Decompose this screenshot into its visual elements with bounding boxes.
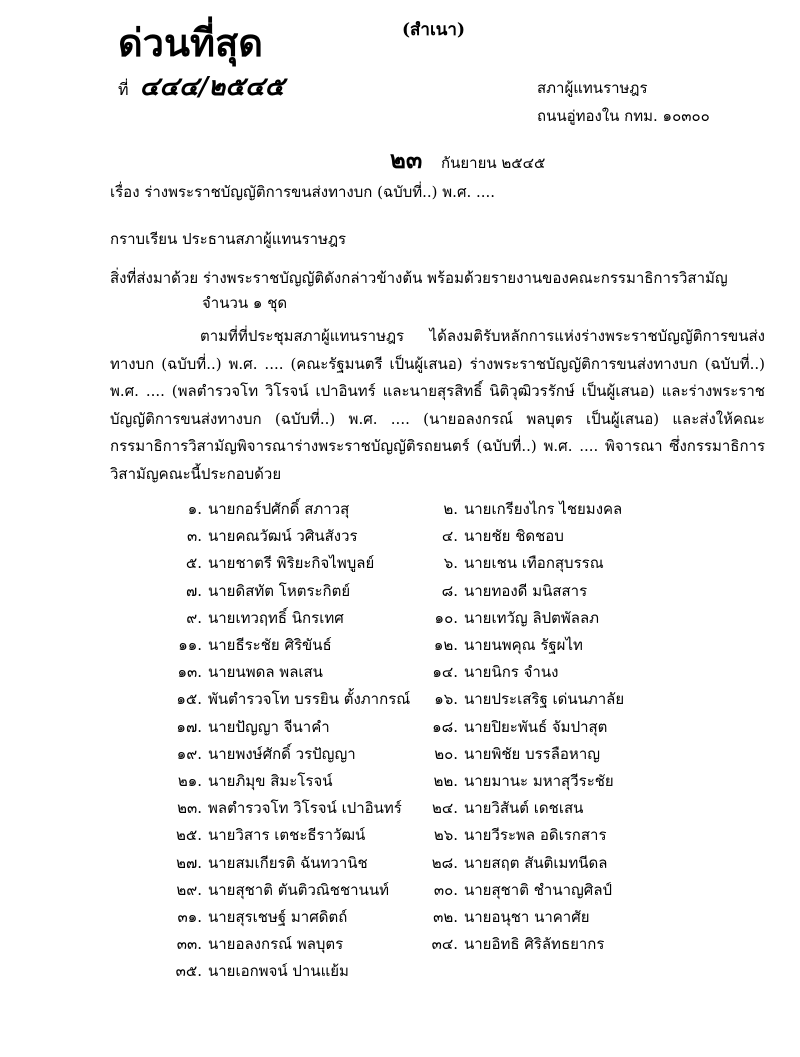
committee-member (414, 932, 604, 956)
member-name: นายภิมุข สิมะโรจน์ (208, 772, 333, 790)
member-number: ๓. (186, 527, 202, 546)
member-number: ๒๙. (176, 880, 202, 899)
member-number: ๑๓. (177, 663, 202, 682)
member-name: นายสุรเชษฐ์ มาศดิตถ์ (208, 908, 348, 926)
committee-member (414, 823, 607, 847)
enclosure-quantity: จำนวน ๑ ชุด (202, 294, 288, 312)
committee-member (158, 524, 358, 548)
committee-member (414, 633, 583, 657)
member-name: นายปัญญา จีนาคำ (208, 717, 330, 736)
member-number: ๑. (187, 500, 202, 518)
committee-member (414, 606, 599, 630)
member-name: นายพงษ์ศักดิ์ วรปัญญา (208, 744, 356, 763)
member-number: ๒๑. (177, 772, 202, 790)
member-name: นายนพคุณ รัฐผไท (464, 636, 583, 654)
member-name: นายสฤต สันติเมทนีดล (464, 853, 608, 872)
committee-member (414, 742, 600, 766)
committee-member (158, 579, 350, 603)
committee-member (414, 715, 607, 739)
member-name: นายอิทธิ ศิริลัทธยากร (464, 935, 605, 954)
member-number: ๓๔. (431, 935, 458, 954)
member-name: นายพิชัย บรรลือหาญ (464, 744, 601, 763)
committee-member (414, 878, 612, 902)
member-name: นายเทวัญ ลิปตพัลลภ (464, 608, 600, 627)
member-number: ๕. (185, 554, 202, 573)
member-name: นายเอกพจน์ ปานแย้ม (208, 962, 349, 981)
committee-member (158, 551, 374, 575)
sender-address: ถนนอู่ทองใน กทม. ๑๐๓๐๐ (537, 107, 710, 125)
member-number: ๒๒. (433, 772, 458, 790)
member-number: ๓๐. (433, 880, 458, 899)
enclosure-line: สิ่งที่ส่งมาด้วย ร่างพระราชบัญญัติดังกล่าวข้างต้น พร้อมด้วยรายงานของคณะกรรมาธิการวิสามัญ (110, 269, 728, 287)
member-name: นายกอร์ปศักดิ์ สภาวสุ (208, 500, 350, 518)
member-name: นายวีระพล อดิเรกสาร (464, 826, 607, 845)
member-number: ๔. (441, 527, 458, 546)
member-name: นายคณวัฒน์ วศินสังวร (208, 527, 358, 546)
subject-line: เรื่อง ร่างพระราชบัญญัติการขนส่งทางบก (ฉบับที่..) พ.ศ. .... (110, 183, 496, 201)
member-number: ๒๓. (177, 799, 202, 818)
member-name: นายเชน เทือกสุบรรณ (464, 554, 604, 573)
committee-member (158, 796, 402, 820)
member-name: นายเทวฤทธิ์ นิกรเทศ (208, 608, 344, 627)
member-name: นายอลงกรณ์ พลบุตร (208, 935, 344, 954)
member-number: ๓๓. (176, 935, 202, 954)
committee-member (158, 905, 347, 929)
member-name: นายธีระชัย ศิริขันธ์ (208, 636, 332, 654)
committee-member (158, 878, 389, 902)
copy-mark: (สำเนา) (402, 20, 465, 40)
document-number-prefix: ที่ (118, 80, 129, 99)
member-name: นายสมเกียรติ ฉันทวานิช (208, 853, 368, 872)
committee-member (414, 579, 587, 603)
member-number: ๑๖. (434, 690, 458, 709)
member-number: ๑๘. (432, 717, 458, 736)
committee-member (158, 633, 332, 657)
committee-member (158, 497, 349, 521)
member-name: นายวิสันต์ เดชเสน (464, 799, 584, 818)
committee-member (414, 796, 583, 820)
member-name: พันตำรวจโท บรรยิน ตั้งภากรณ์ (208, 690, 411, 709)
member-name: นายสุชาติ ชำนาญศิลป์ (464, 880, 613, 899)
member-name: นายวิสาร เตชะธีราวัฒน์ (208, 826, 366, 845)
committee-member (158, 742, 356, 766)
committee-member (158, 851, 368, 875)
committee-member (414, 851, 607, 875)
member-name: นายนิกร จำนง (464, 663, 559, 682)
member-number: ๒๘. (431, 853, 458, 872)
member-number: ๖. (443, 554, 458, 573)
committee-member (414, 769, 614, 793)
member-name: นายสุชาติ ตันติวณิชชานนท์ (208, 880, 389, 899)
member-name: นายนพดล พลเสน (208, 663, 323, 682)
member-number: ๒๐. (434, 744, 458, 763)
member-name: นายปิยะพันธ์ จัมปาสุต (464, 717, 608, 736)
member-name: นายประเสริฐ เด่นนภาลัย (464, 690, 625, 709)
document-date (390, 140, 545, 179)
member-name: นายชัย ชิดชอบ (464, 527, 564, 546)
member-number: ๑๔. (432, 663, 458, 682)
member-number: ๑๙. (176, 744, 202, 763)
member-name: นายทองดี มนิสสาร (464, 581, 588, 600)
committee-member (158, 959, 349, 983)
member-number: ๑๑. (178, 636, 202, 654)
committee-member (158, 687, 410, 711)
member-number: ๒๗. (176, 853, 202, 872)
committee-member (414, 497, 622, 521)
urgency-mark: ด่วนที่สุด (118, 20, 263, 65)
member-number: ๓๑. (177, 908, 202, 926)
member-number: ๑๒. (433, 636, 458, 654)
committee-member (158, 932, 343, 956)
member-name: นายดิสทัต โหตระกิตย์ (208, 581, 351, 600)
body-paragraph-text: ตามที่ที่ประชุมสภาผู้แทนราษฎร ได้ลงมติรับหลักการแห่งร่างพระราชบัญญัติการขนส่งทางบก (ฉบับที่..) พ.ศ. .... (คณะรัฐมนตรี เป็นผู้เสนอ) ร่างพระราชบัญญัติการขนส่งทางบก (ฉบับที่..) พ.ศ. .... (พลตำรวจโท วิโรจน์ เปาอินทร์ และนายสุรสิทธิ์ นิติวุฒิวรรักษ์ เป็นผู้เสนอ) และร่างพระราชบัญญัติการขนส่งทางบก (ฉบับที่..) พ.ศ. .... (นายอลงกรณ์ พลบุตร เป็นผู้เสนอ) และส่งให้คณะกรรมาธิการวิสามัญพิจารณาร่างพระราชบัญญัติรถยนตร์ (ฉบับที่..) พ.ศ. .... พิจารณา ซึ่งกรรมาธิการวิสามัญคณะนี้ประกอบด้วย (110, 327, 765, 483)
member-number: ๓๕. (175, 962, 202, 981)
committee-member (158, 715, 330, 739)
body-paragraph (110, 323, 765, 488)
committee-member (414, 687, 624, 711)
committee-member (414, 551, 604, 575)
member-number: ๙. (186, 608, 202, 627)
member-number: ๒๕. (175, 826, 202, 845)
member-name: นายมานะ มหาสุวีระชัย (464, 772, 614, 790)
member-name: นายอนุชา นาคาศัย (464, 908, 590, 926)
document-number (118, 66, 284, 107)
committee-member (414, 660, 558, 684)
date-day: ๒๓ (390, 145, 423, 174)
committee-member (414, 905, 590, 929)
member-name: นายชาตรี พิริยะกิจไพบูลย์ (208, 554, 375, 573)
committee-member (158, 660, 323, 684)
member-number: ๗. (185, 581, 202, 600)
document-number-value: ๔๔๔/๒๕๔๕ (139, 72, 285, 102)
committee-member (158, 823, 365, 847)
addressee-line: กราบเรียน ประธานสภาผู้แทนราษฎร (110, 230, 347, 248)
date-month-year: กันยายน ๒๕๔๕ (441, 154, 546, 172)
member-number: ๒. (443, 500, 458, 518)
committee-member (158, 769, 333, 793)
sender-organization: สภาผู้แทนราษฎร (537, 79, 648, 97)
committee-member (158, 606, 344, 630)
member-number: ๒๖. (433, 826, 458, 845)
member-number: ๓๒. (433, 908, 458, 926)
member-number: ๒๔. (431, 799, 458, 818)
member-number: ๘. (441, 581, 458, 600)
member-number: ๑๕. (176, 690, 202, 709)
member-name: นายเกรียงไกร ไชยมงคล (464, 500, 623, 518)
committee-member (414, 524, 564, 548)
member-number: ๑๗. (176, 717, 202, 736)
member-number: ๑๐. (434, 608, 458, 627)
member-name: พลตำรวจโท วิโรจน์ เปาอินทร์ (208, 799, 402, 818)
